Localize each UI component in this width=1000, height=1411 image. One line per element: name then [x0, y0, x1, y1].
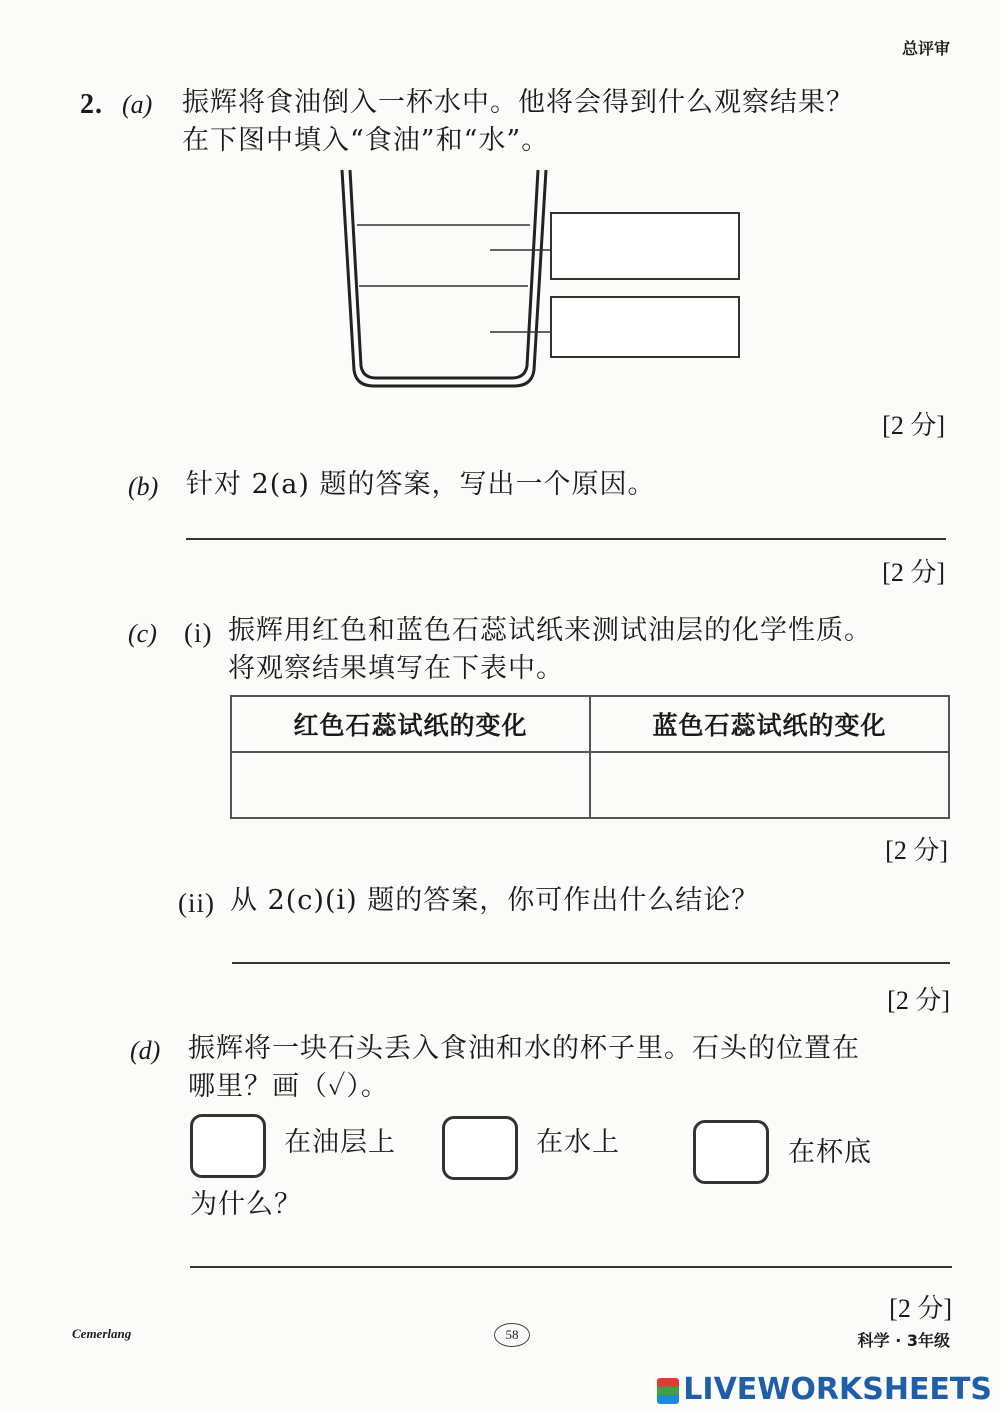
part-a-line2: 在下图中填入“食油”和“水”。	[182, 125, 550, 156]
part-a-label: (a)	[122, 90, 153, 119]
part-a-line1: 振辉将食油倒入一杯水中。他将会得到什么观察结果？	[182, 87, 854, 118]
part-c-i-label: (i)	[184, 618, 213, 648]
option-cup-bottom: 在杯底	[788, 1137, 872, 1168]
answer-box-oil-layer[interactable]	[550, 212, 740, 280]
beaker-diagram	[330, 160, 560, 400]
part-d-label: (d)	[130, 1036, 161, 1065]
watermark-text: LIVEWORKSHEETS	[683, 1372, 992, 1407]
part-d-line1: 振辉将一块石头丢入食油和水的杯子里。石头的位置在	[188, 1033, 860, 1064]
answer-line-b[interactable]	[186, 538, 946, 540]
part-b-label: (b)	[128, 472, 159, 501]
table-cell-red-litmus[interactable]	[231, 752, 590, 818]
marks-c-i: [2 分]	[885, 836, 948, 865]
part-c-label: (c)	[128, 619, 157, 648]
part-c-ii-label: (ii)	[178, 888, 215, 918]
answer-line-d[interactable]	[190, 1266, 952, 1268]
checkbox-cup-bottom[interactable]	[693, 1120, 769, 1184]
subject-grade: 科学 · 3年级	[857, 1331, 950, 1350]
part-d-line2: 哪里？画（✓）。	[188, 1071, 389, 1102]
checkbox-on-water[interactable]	[442, 1116, 518, 1180]
table-cell-blue-litmus[interactable]	[590, 752, 949, 818]
answer-box-water-layer[interactable]	[550, 296, 740, 358]
table-header-red-litmus: 红色石蕊试纸的变化	[231, 696, 590, 752]
part-b-question: 针对 2(a) 题的答案，写出一个原因。	[186, 469, 656, 500]
part-c-i-line2: 将观察结果填写在下表中。	[228, 653, 564, 684]
liveworksheets-badge-icon	[657, 1378, 679, 1404]
page-number: 58	[494, 1323, 530, 1347]
answer-line-c-ii[interactable]	[232, 962, 950, 964]
marks-c-ii: [2 分]	[887, 986, 950, 1015]
option-on-water: 在水上	[536, 1127, 620, 1158]
publisher-logo: Cemerlang	[72, 1326, 132, 1341]
marks-a: [2 分]	[882, 411, 945, 440]
liveworksheets-watermark	[657, 1372, 992, 1407]
marks-b: [2 分]	[882, 558, 945, 587]
marks-d: [2 分]	[889, 1294, 952, 1323]
option-on-oil-layer: 在油层上	[284, 1127, 396, 1158]
part-c-i-line1: 振辉用红色和蓝色石蕊试纸来测试油层的化学性质。	[228, 615, 872, 646]
corner-label: 总评审	[901, 39, 950, 58]
part-c-ii-question: 从 2(c)(i) 题的答案，你可作出什么结论？	[230, 885, 760, 916]
part-d-why: 为什么？	[190, 1189, 302, 1220]
table-header-blue-litmus: 蓝色石蕊试纸的变化	[590, 696, 949, 752]
question-number: 2.	[80, 89, 103, 120]
checkbox-on-oil-layer[interactable]	[190, 1114, 266, 1178]
litmus-results-table	[230, 695, 950, 819]
